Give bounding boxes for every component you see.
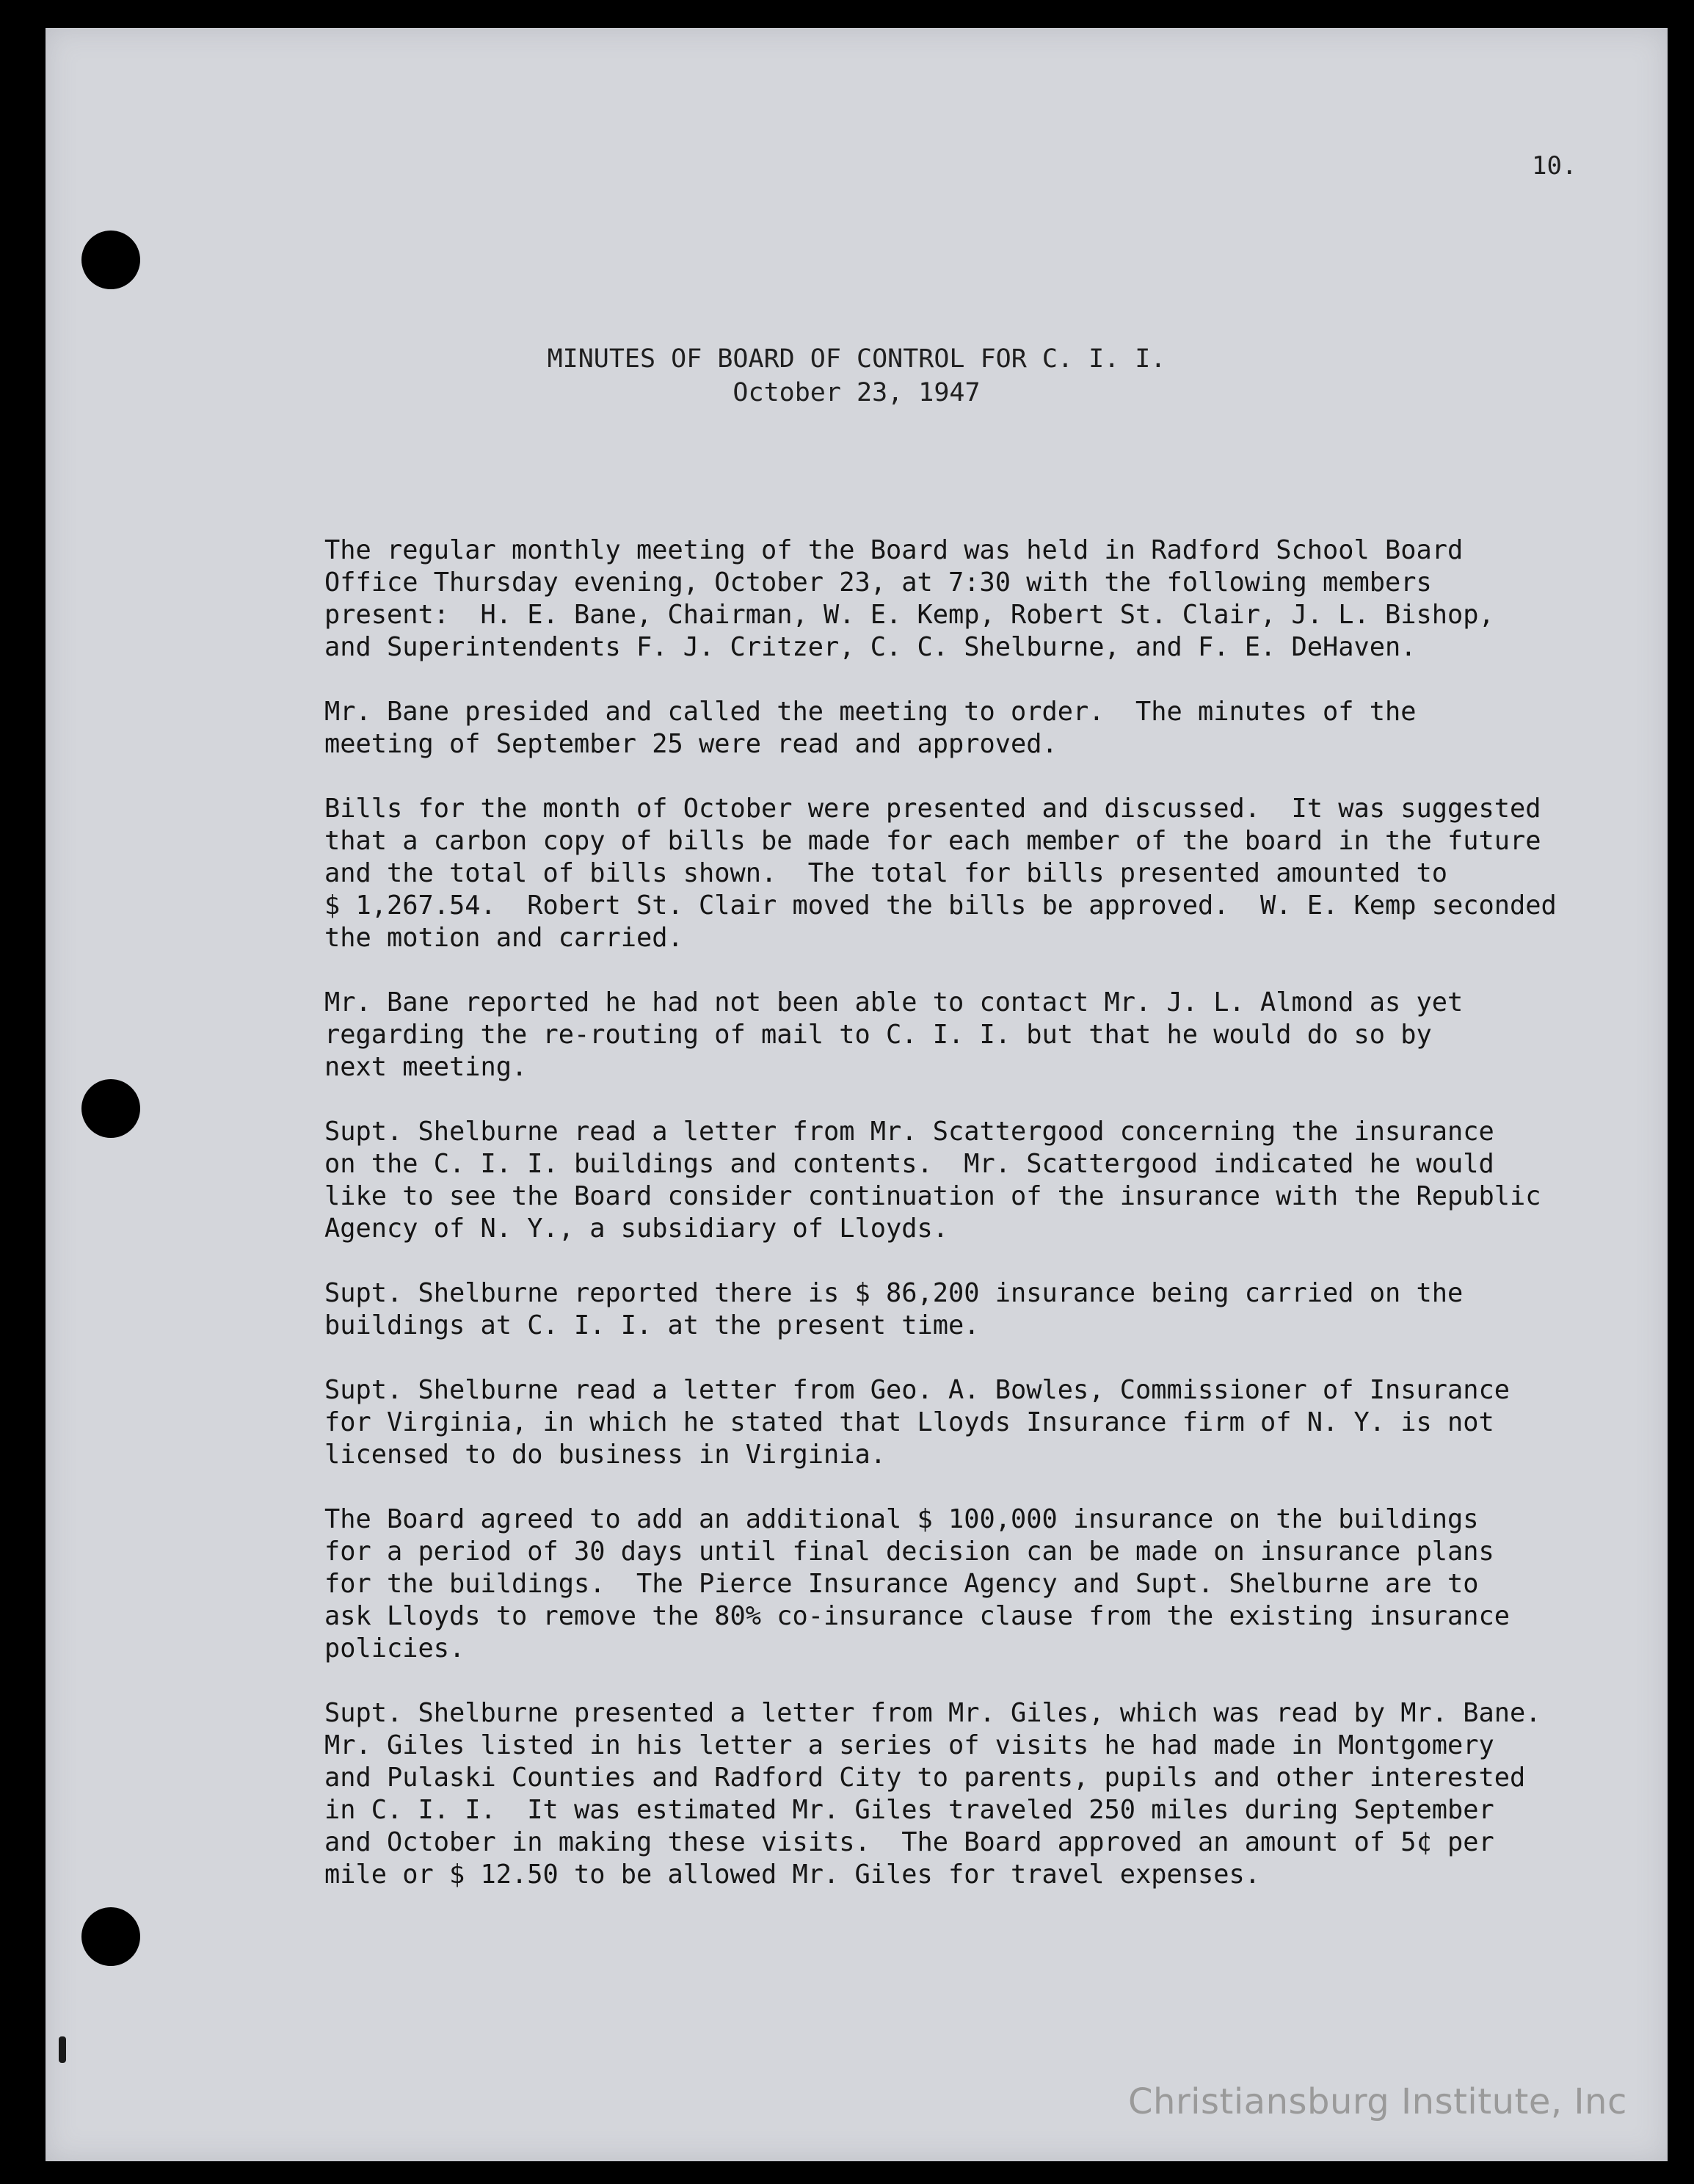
text-line: and the total of bills shown. The total for bills presented amounted to <box>324 858 1448 888</box>
text-line: Supt. Shelburne reported there is $ 86,200 insurance being carried on the <box>324 1278 1464 1308</box>
text-line: for Virginia, in which he stated that Lloyds Insurance firm of N. Y. is not <box>324 1407 1494 1437</box>
page-number: 10. <box>1532 151 1577 181</box>
text-line: Office Thursday evening, October 23, at 7:30 with the following members <box>324 567 1432 598</box>
binder-hole-bottom <box>81 1907 140 1966</box>
paragraph-bowles-letter <box>324 1374 1653 1471</box>
document-page <box>46 28 1668 2161</box>
paragraph-insurance-amount <box>324 1277 1653 1342</box>
text-line: Mr. Bane presided and called the meeting to order. The minutes of the <box>324 697 1417 727</box>
text-line: and Superintendents F. J. Critzer, C. C. Shelburne, and F. E. DeHaven. <box>324 632 1417 662</box>
paragraph-call-to-order <box>324 696 1653 761</box>
text-line: meeting of September 25 were read and approved. <box>324 729 1058 759</box>
text-line: present: H. E. Bane, Chairman, W. E. Kemp, Robert St. Clair, J. L. Bishop, <box>324 600 1494 630</box>
text-line: for the buildings. The Pierce Insurance Agency and Supt. Shelburne are to <box>324 1569 1479 1599</box>
text-line: Supt. Shelburne presented a letter from Mr. Giles, which was read by Mr. Bane. <box>324 1698 1541 1728</box>
paragraph-bills <box>324 793 1653 954</box>
text-line: the motion and carried. <box>324 923 683 953</box>
text-line: and Pulaski Counties and Radford City to parents, pupils and other interested <box>324 1763 1526 1793</box>
text-line: and October in making these visits. The Board approved an amount of 5¢ per <box>324 1827 1494 1857</box>
minutes-body <box>324 534 1653 1923</box>
paragraph-scattergood-letter <box>324 1116 1653 1245</box>
document-date: October 23, 1947 <box>733 378 981 407</box>
text-line: on the C. I. I. buildings and contents. Mr. Scattergood indicated he would <box>324 1149 1494 1179</box>
document-title: MINUTES OF BOARD OF CONTROL FOR C. I. I. <box>547 344 1166 374</box>
text-line: ask Lloyds to remove the 80% co-insurance clause from the existing insurance <box>324 1601 1511 1631</box>
text-line: $ 1,267.54. Robert St. Clair moved the bills be approved. W. E. Kemp seconded <box>324 890 1557 921</box>
text-line: The regular monthly meeting of the Board was held in Radford School Board <box>324 535 1464 565</box>
text-line: Supt. Shelburne read a letter from Mr. Scattergood concerning the insurance <box>324 1117 1494 1147</box>
text-line: The Board agreed to add an additional $ 100,000 insurance on the buildings <box>324 1504 1479 1534</box>
ink-speck <box>59 2036 66 2063</box>
text-line: next meeting. <box>324 1052 528 1082</box>
text-line: for a period of 30 days until final decision can be made on insurance plans <box>324 1537 1494 1567</box>
paragraph-giles-travel <box>324 1697 1653 1891</box>
text-line: in C. I. I. It was estimated Mr. Giles traveled 250 miles during September <box>324 1795 1494 1825</box>
text-line: buildings at C. I. I. at the present time. <box>324 1310 980 1340</box>
binder-hole-top <box>81 231 140 289</box>
text-line: regarding the re-routing of mail to C. I. I. but that he would do so by <box>324 1020 1432 1050</box>
text-line: Agency of N. Y., a subsidiary of Lloyds. <box>324 1213 949 1244</box>
text-line: mile or $ 12.50 to be allowed Mr. Giles for travel expenses. <box>324 1860 1261 1890</box>
document-heading <box>46 342 1668 410</box>
text-line: licensed to do business in Virginia. <box>324 1440 887 1470</box>
text-line: Bills for the month of October were presented and discussed. It was suggested <box>324 794 1541 824</box>
text-line: Mr. Giles listed in his letter a series of visits he had made in Montgomery <box>324 1730 1494 1760</box>
text-line: Mr. Bane reported he had not been able to contact Mr. J. L. Almond as yet <box>324 987 1464 1017</box>
paragraph-mail-routing <box>324 987 1653 1084</box>
watermark: Christiansburg Institute, Inc <box>1128 2081 1627 2122</box>
text-line: like to see the Board consider continuation of the insurance with the Republic <box>324 1181 1541 1211</box>
paragraph-additional-insurance <box>324 1503 1653 1665</box>
binder-hole-middle <box>81 1079 140 1138</box>
paragraph-attendance <box>324 534 1653 664</box>
text-line: policies. <box>324 1633 465 1664</box>
text-line: that a carbon copy of bills be made for each member of the board in the future <box>324 826 1541 856</box>
text-line: Supt. Shelburne read a letter from Geo. A. Bowles, Commissioner of Insurance <box>324 1375 1511 1405</box>
